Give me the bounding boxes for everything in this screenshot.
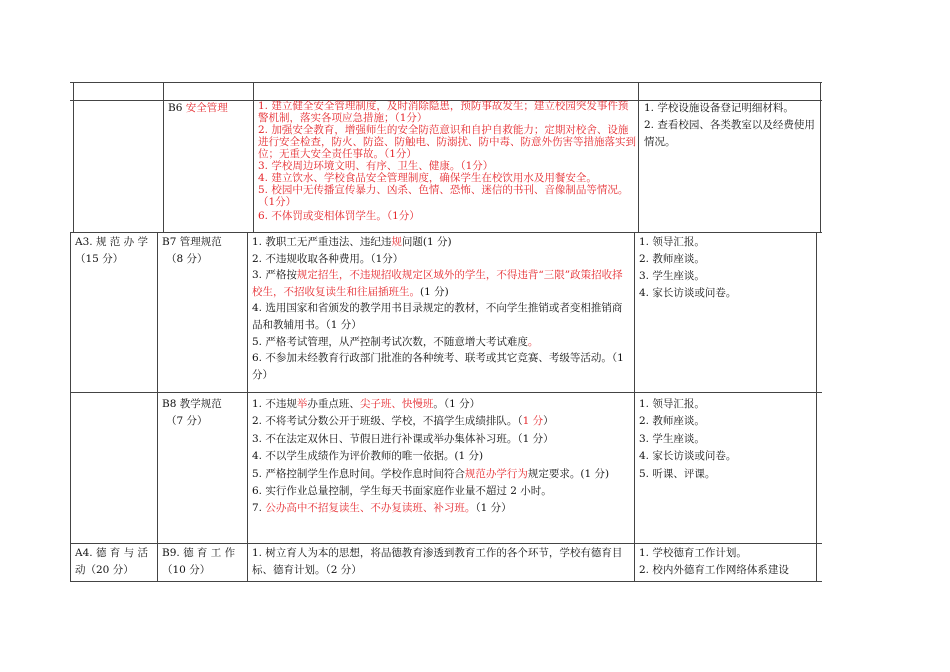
- b6-item-5: 5. 校园中无传播宣传暴力、凶杀、色情、恐怖、迷信的书刊、音像制品等情况。（1分）: [258, 184, 629, 208]
- b8-method-3: 3. 学生座谈。: [639, 432, 705, 445]
- b8-item-7: 7. 公办高中不招复读生、不办复读班、补习班。（1 分）: [252, 502, 512, 515]
- b8-item-4: 4. 不以学生成绩作为评价教师的唯一依据。(1 分): [252, 450, 484, 463]
- table-border: [70, 232, 822, 233]
- b6-item-6: 6. 不体罚或变相体罚学生。（1分）: [258, 210, 420, 222]
- col-border: [253, 82, 254, 232]
- b8-item-6: 6. 实行作业总量控制，学生每天书面家庭作业量不超过 2 小时。: [252, 485, 552, 498]
- b6-criteria: [258, 100, 636, 222]
- b8-method-4: 4. 家长访谈或问卷。: [639, 450, 737, 463]
- b8-method-5: 5. 听课、评课。: [639, 467, 716, 480]
- col-border: [820, 82, 821, 232]
- b8-title: B8 教学规范: [162, 398, 222, 410]
- b8-score: （7 分）: [166, 415, 208, 427]
- b8-item-2: 2. 不将考试分数公开于班级、学校，不搞学生成绩排队。（1 分）: [252, 415, 554, 428]
- table-border: [70, 392, 822, 393]
- b7-item-2: 2. 不违规收取各种费用。（1分）: [252, 252, 404, 265]
- b7-item-6: 6. 不参加未经教育行政部门批准的各种统考、联考或其它竞赛、考级等活动。（1 分）: [252, 352, 624, 381]
- b8-method-1: 1. 领导汇报。: [639, 398, 705, 410]
- b7-methods: [639, 234, 814, 302]
- b6-code: B6: [168, 102, 183, 114]
- b9-methods: [639, 545, 814, 579]
- b7-method-1: 1. 领导汇报。: [639, 236, 705, 248]
- table-border-top: [70, 82, 822, 83]
- b6-method-1: 1. 学校设施设备登记明细材料。: [644, 102, 794, 114]
- a3-title: A3. 规 范 办 学: [75, 236, 148, 248]
- b9-title-line1: B9. 德 育 工 作: [162, 547, 236, 559]
- table-border-bottom: [70, 581, 822, 582]
- b9-title-line2: （10 分）: [162, 564, 211, 576]
- b6-item-4: 4. 建立饮水、学校食品安全管理制度，确保学生在校饮用水及用餐安全。: [258, 172, 597, 184]
- b8-method-2: 2. 教师座谈。: [639, 415, 705, 428]
- b7-item-4: 4. 选用国家和省颁发的教学用书目录规定的教材，不向学生推销或者变相推销商品和教辅用书。（1 分）: [252, 302, 623, 331]
- b9-method-1: 1. 学校德育工作计划。: [639, 547, 747, 559]
- col-border: [638, 82, 639, 232]
- col-border: [70, 232, 71, 581]
- b8-label: [162, 396, 246, 430]
- col-border: [73, 82, 74, 232]
- b9-criteria: [252, 545, 632, 579]
- b8-item-5: 5. 严格控制学生作息时间。学校作息时间符合规范办学行为规定要求。(1 分): [252, 467, 610, 480]
- b9-method-2: 2. 校内外德育工作网络体系建设: [639, 564, 789, 576]
- b7-score: （8 分）: [166, 253, 208, 265]
- b6-item-3: 3. 学校周边环境文明、有序、卫生、健康。（1分）: [258, 160, 494, 172]
- b7-label: [162, 234, 246, 268]
- b6-label: [168, 100, 228, 117]
- b7-method-4: 4. 家长访谈或问卷。: [639, 287, 737, 299]
- col-border: [163, 82, 164, 232]
- table-border: [70, 543, 822, 544]
- b6-name: 安全管理: [185, 102, 228, 114]
- b8-item-1: 1. 不违规举办重点班、尖子班、快慢班。（1 分）: [252, 398, 481, 410]
- col-border: [816, 232, 817, 581]
- b8-methods: [639, 396, 814, 483]
- b7-item-3: 3. 严格按规定招生，不违规招收规定区域外的学生，不得违背“三限”政策招收择校生，不招收复读生和往届插班生。(1 分): [252, 269, 623, 298]
- b6-methods: [644, 100, 816, 151]
- b6-item-2: 2. 加强安全教育，增强师生的安全防范意识和自护自救能力；定期对校舍、设施进行安全检查，防火、防盗、防触电、防溺扰、防中毒、防意外伤害等措施落实到位；无重大安全责任事故。（1分）: [258, 124, 636, 160]
- b7-item-5: 5. 严格考试管理，从严控制考试次数，不随意增大考试难度。: [252, 335, 539, 348]
- b8-criteria: [252, 396, 632, 518]
- b6-method-2: 2. 查看校园、各类教室以及经费使用情况。: [644, 119, 815, 148]
- a3-label: [75, 234, 155, 268]
- b7-method-3: 3. 学生座谈。: [639, 270, 705, 282]
- b7-title: B7 管理规范: [162, 236, 222, 248]
- b7-item-1: 1. 教职工无严重违法、违纪违规问题(1 分): [252, 236, 452, 248]
- a4-title-line2: 动（20 分）: [75, 564, 134, 576]
- col-border: [634, 232, 635, 581]
- b8-item-3: 3. 不在法定双休日、节假日进行补课或举办集体补习班。（1 分）: [252, 432, 554, 445]
- a4-label: [75, 545, 157, 579]
- col-border: [157, 232, 158, 581]
- b7-criteria: [252, 234, 632, 383]
- b9-item-1: 1. 树立育人为本的思想，将品德教育渗透到教育工作的各个环节，学校有德育目标、德育计划。（2 分）: [252, 547, 623, 576]
- a3-score: （15 分）: [75, 253, 124, 265]
- b6-item-1: 1. 建立健全安全管理制度，及时消除隐患，预防事故发生；建立校园突发事件预警机制，落实各项应急措施；（1分）: [258, 100, 629, 124]
- b9-label: [162, 545, 246, 579]
- a4-title-line1: A4. 德 育 与 活: [75, 547, 148, 559]
- b7-method-2: 2. 教师座谈。: [639, 253, 705, 265]
- col-border: [247, 232, 248, 581]
